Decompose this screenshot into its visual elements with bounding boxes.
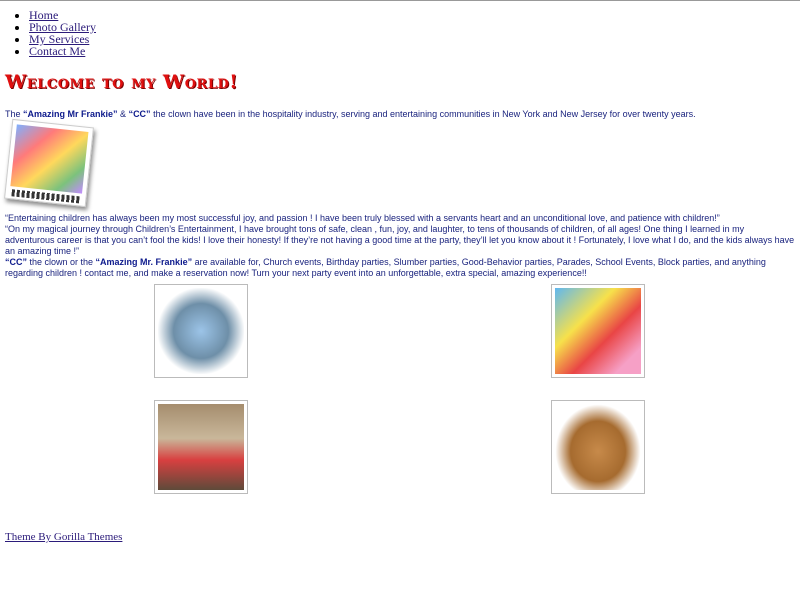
body-text [5,213,795,279]
nav-item-contact-me [29,45,96,57]
nav-link-my-services[interactable]: My Services [29,32,90,46]
main-nav [10,9,96,57]
intro-paragraph [5,109,795,120]
paragraph-joy: “Entertaining children has always been my most successful joy, and passion ! I have been truly blessed with a servants heart and an unconditional love, and patience with children!” [5,213,720,223]
nav-link-photo-gallery[interactable]: Photo Gallery [29,20,96,34]
gallery-photo-cc-portrait[interactable] [154,400,248,494]
intro-name-frankie: “Amazing Mr Frankie” [23,109,118,119]
footer [5,531,122,543]
polaroid-image [10,124,88,193]
photo-image [158,404,244,490]
nav-link-home[interactable]: Home [29,8,59,22]
photo-image [555,404,641,490]
gallery-photo-cc-girl[interactable] [551,284,645,378]
gallery-photo-balloons[interactable] [551,400,645,494]
intro-prefix: The [5,109,24,119]
availability-frankie: “Amazing Mr. Frankie” [95,257,193,267]
paragraph-availability [5,257,795,279]
photo-image [555,288,641,374]
intro-mid: & [117,109,129,119]
nav-link-contact-me[interactable]: Contact Me [29,44,86,58]
footer-theme-link[interactable]: Theme By Gorilla Themes [5,531,123,543]
intro-name-cc: “CC” [128,109,151,119]
availability-cc: “CC” [5,257,27,267]
page-title: Welcome to my World! [5,71,239,93]
polaroid-photo [4,119,94,207]
availability-text-1: the clown or the [27,257,96,267]
availability-text-2: are available for, Church events, Birthday parties, Slumber parties, Good-Behavior parties, Parades, School Events, Block parties, and anything regarding children ! contact me, and make a reservation now! Turn your next party event into an unforgettable, extra special, amazing experience!! [5,257,766,278]
photo-image [158,288,244,374]
gallery-photo-frankie[interactable] [154,284,248,378]
paragraph-journey: “On my magical journey through Children’s Entertainment, I have brought tons of safe, clean , fun, joy, and laughter, to tens of thousands of children, of all ages! One thing I learned in my adventurous career is that you can’t fool the kids! I love their honesty! If they’re not having a good time at the party, they’ll let you know about it ! Fortunately, I love what I do, and the kids always have an amazing time !” [5,224,795,256]
intro-rest: the clown have been in the hospitality industry, serving and entertaining communities in New York and New Jersey for over twenty years. [150,109,696,119]
